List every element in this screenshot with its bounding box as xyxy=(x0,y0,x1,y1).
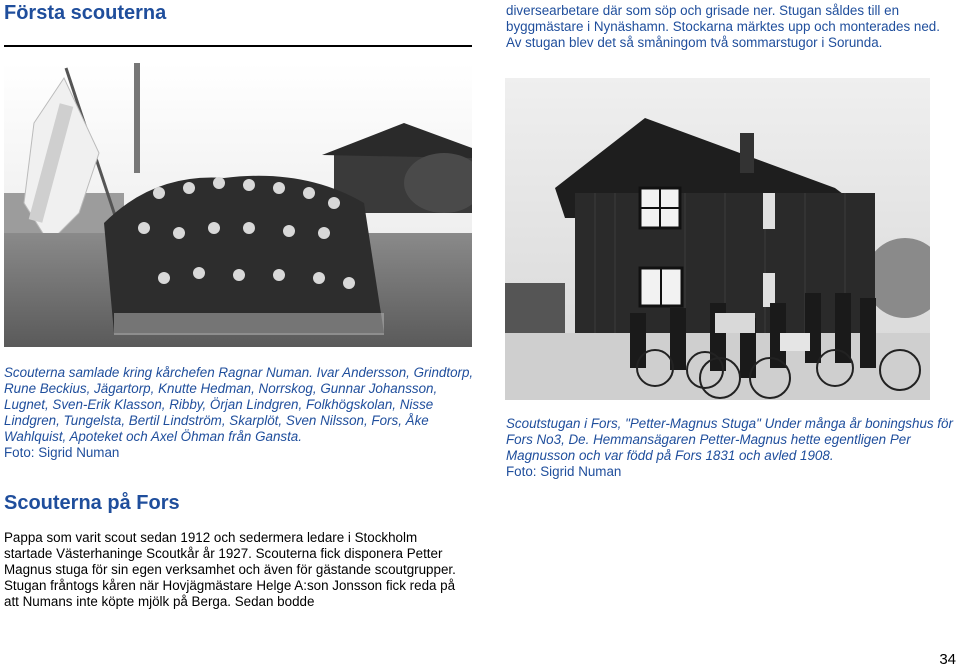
scout-cabin-photo xyxy=(505,78,930,400)
section-heading: Scouterna på Fors xyxy=(4,492,180,514)
photo2-credit: Foto: Sigrid Numan xyxy=(506,464,622,479)
section-body: Pappa som varit scout sedan 1912 och sedermera ledare i Stockholm startade Västerhaninge Scoutkår år 1927. Scouterna fick disponera Petter Magnus stuga för sin egen verksamhet och även för gästande scoutgrupper. Stugan fråntogs kåren när Hovjägmästare Helge A:son Jonsson fick reda på att Numans inte köpte mjölk på Berga. Sedan bodde xyxy=(4,530,456,609)
photo2-caption-text: Scoutstugan i Fors, "Petter-Magnus Stuga" Under många år boningshus för Fors No3, De. Hemmansägaren Petter-Magnus hette egentligen Per Magnusson och var född på Fors 1831 och avled 1908. xyxy=(506,416,953,463)
continued-text: diversearbetare där som söp och grisade ner. Stugan såldes till en byggmästare i Nynäshamn. Stockarna märktes upp och monterades ned. Av stugan blev det så småningom två sommarstugor i Sorunda. xyxy=(506,3,940,50)
photo1-credit: Foto: Sigrid Numan xyxy=(4,445,120,460)
page-number: 34 xyxy=(939,651,956,668)
page-title: Första scouterna xyxy=(4,2,167,24)
photo2-caption xyxy=(506,416,956,480)
photo1-caption xyxy=(4,365,474,461)
scouts-group-photo xyxy=(4,63,472,347)
title-underline xyxy=(4,45,472,47)
photo1-caption-text: Scouterna samlade kring kårchefen Ragnar Numan. Ivar Andersson, Grindtorp, Rune Beckius, Jägartorp, Knutte Hedman, Norrskog, Gunnar Johansson, Lugnet, Sven-Erik Klasson, Ribby, Örjan Lindgren, Folkhögskolan, Nisse Lindgren, Tungelsta, Bertil Lindström, Skarplöt, Sven Nilsson, Fors, Åke Wahlquist, Apoteket och Axel Öhman från Gansta. xyxy=(4,365,474,444)
